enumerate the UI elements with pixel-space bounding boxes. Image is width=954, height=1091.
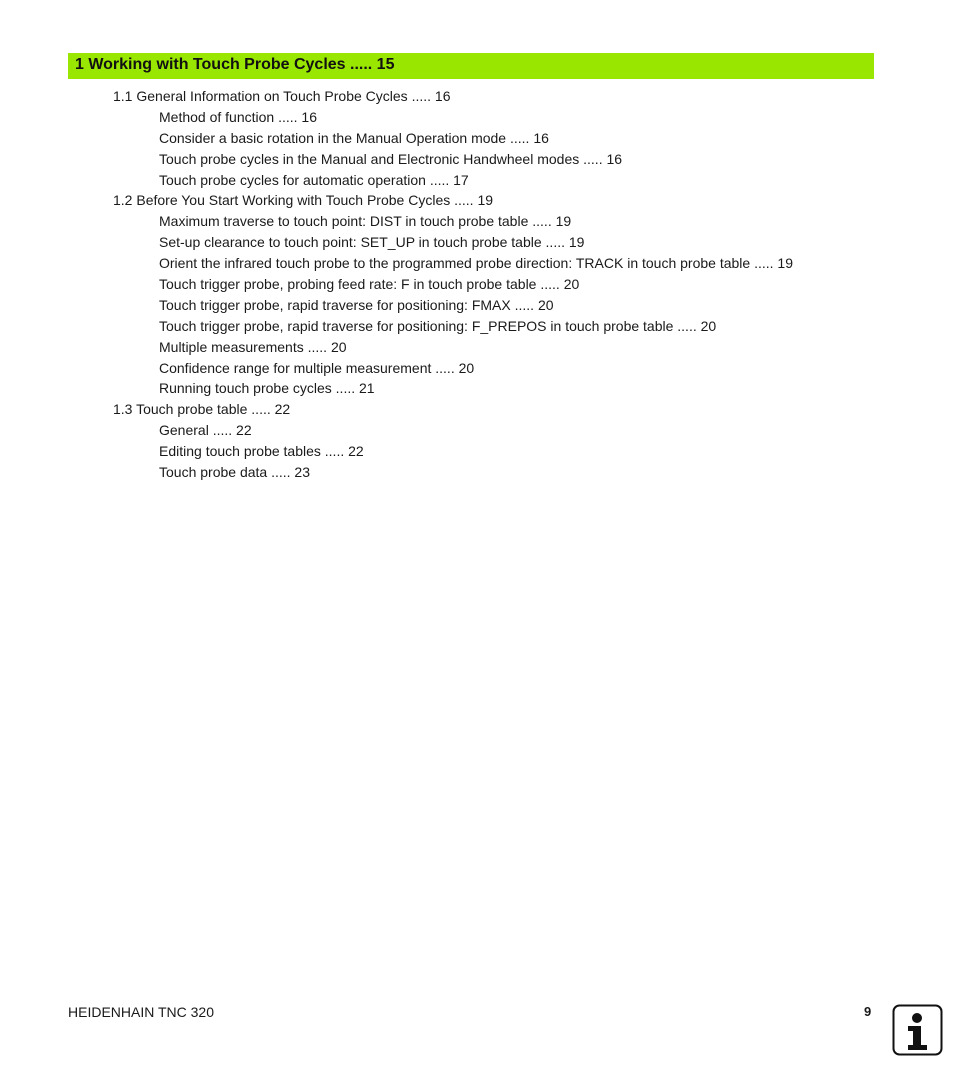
toc-section-title: 1.1 General Information on Touch Probe Cycles ..... 16: [113, 88, 451, 104]
info-icon: [892, 1004, 943, 1056]
toc-entry[interactable]: [0, 253, 954, 274]
toc-entry-title: Touch trigger probe, rapid traverse for positioning: F_PREPOS in touch probe table ..... 20: [159, 317, 717, 334]
toc-entry[interactable]: [0, 378, 954, 399]
toc-entry-title: Touch trigger probe, rapid traverse for positioning: FMAX ..... 20: [159, 296, 554, 313]
toc-entry-title: Editing touch probe tables ..... 22: [159, 443, 364, 460]
toc-section-title: 1.3 Touch probe table ..... 22: [113, 401, 291, 418]
toc-entry[interactable]: [0, 358, 954, 379]
toc-section[interactable]: [0, 190, 954, 211]
toc-entry-title: General ..... 22: [159, 422, 252, 439]
toc-entry-title: Maximum traverse to touch point: DIST in touch probe table ..... 19: [159, 213, 572, 230]
chapter-title[interactable]: 1 Working with Touch Probe Cycles ..... 15: [75, 56, 395, 73]
toc-entry-title: Consider a basic rotation in the Manual Operation mode ..... 16: [159, 129, 549, 146]
toc-entry[interactable]: [0, 337, 954, 358]
toc-entry-title: Orient the infrared touch probe to the programmed probe direction: TRACK in touch probe table ..... 19: [159, 255, 793, 272]
toc-section-title: 1.2 Before You Start Working with Touch Probe Cycles ..... 19: [113, 192, 494, 209]
toc-entry-title: Set-up clearance to touch point: SET_UP in touch probe table ..... 19: [159, 234, 585, 251]
toc-entry[interactable]: [0, 274, 954, 295]
toc-entry[interactable]: [0, 149, 954, 170]
toc-entry[interactable]: [0, 462, 954, 483]
toc-section[interactable]: [0, 86, 954, 107]
toc-entry-title: Touch probe cycles in the Manual and Electronic Handwheel modes ..... 16: [159, 150, 623, 167]
toc-entry[interactable]: [0, 316, 954, 337]
toc-entry[interactable]: [0, 441, 954, 462]
page-number: 9: [864, 1004, 872, 1019]
toc-entry[interactable]: [0, 170, 954, 191]
toc-entry[interactable]: [0, 107, 954, 128]
toc-section[interactable]: [0, 399, 954, 420]
toc-entry[interactable]: [0, 232, 954, 253]
toc-entry-title: Confidence range for multiple measurement ..... 20: [159, 359, 475, 376]
toc-entry-title: Running touch probe cycles ..... 21: [159, 380, 375, 397]
toc-entry-title: Multiple measurements ..... 20: [159, 338, 347, 355]
toc-entry-title: Touch probe data ..... 23: [159, 464, 310, 481]
table-of-contents: [0, 86, 954, 483]
footer-manual-title: HEIDENHAIN TNC 320: [68, 1004, 215, 1020]
chapter-heading-bar: [68, 53, 874, 79]
toc-entry-title: Touch probe cycles for automatic operation ..... 17: [159, 171, 469, 188]
toc-entry-title: Touch trigger probe, probing feed rate: F in touch probe table ..... 20: [159, 276, 580, 293]
toc-entry-title: Method of function ..... 16: [159, 108, 317, 125]
toc-entry[interactable]: [0, 211, 954, 232]
toc-entry[interactable]: [0, 128, 954, 149]
toc-entry[interactable]: [0, 420, 954, 441]
toc-entry[interactable]: [0, 295, 954, 316]
